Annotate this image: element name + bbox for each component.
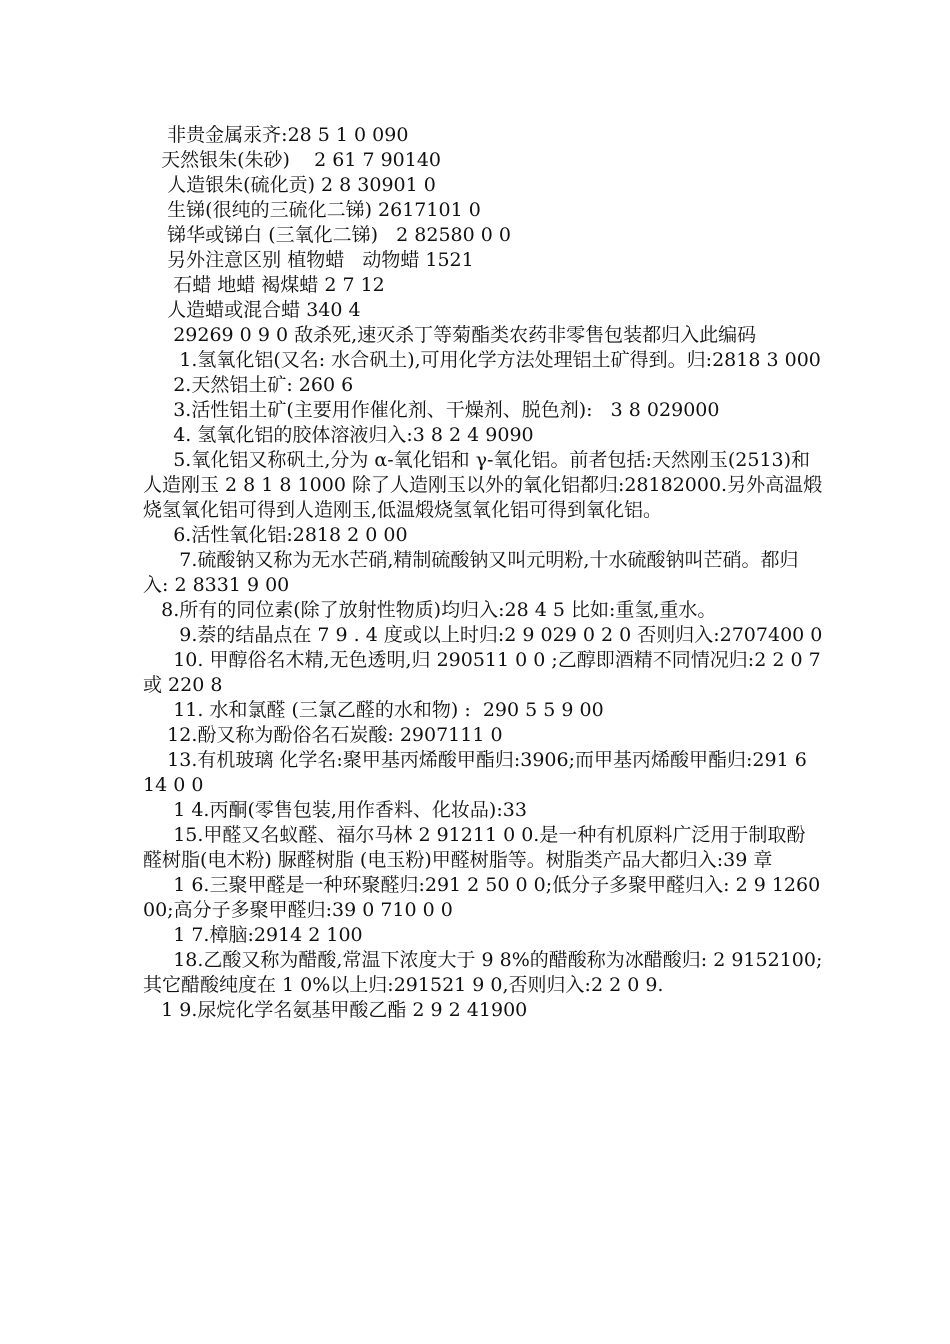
paragraph: 15.甲醛又名蚁醛、福尔马林 2 91211 0 0.是一种有机原料广泛用于制取酚醛树脂(电木粉) 脲醛树脂 (电玉粉)甲醛树脂等。树脂类产品大都归入:39 章: [143, 824, 806, 871]
paragraph: 生锑(很纯的三硫化二锑) 2617101 0: [143, 199, 481, 221]
paragraph: 人造蜡或混合蜡 340 4: [143, 299, 361, 321]
paragraph: 1 7.樟脑:2914 2 100: [143, 924, 363, 946]
paragraph: 11. 水和氯醛 (三氯乙醛的水和物) : 290 5 5 9 00: [143, 699, 604, 721]
paragraph: 6.活性氧化铝:2818 2 0 00: [143, 524, 408, 546]
paragraph: 9.萘的结晶点在 7 9 . 4 度或以上时归:2 9 029 0 2 0 否则归入:2707400 0: [143, 624, 823, 646]
paragraph: 另外注意区别 植物蜡 动物蜡 1521: [143, 249, 474, 271]
paragraph: 1 4.丙酮(零售包装,用作香料、化妆品):33: [143, 799, 527, 821]
paragraph: 天然银朱(朱砂) 2 61 7 90140: [143, 149, 442, 171]
paragraph: 7.硫酸钠又称为无水芒硝,精制硫酸钠又叫元明粉,十水硫酸钠叫芒硝。都归入: 2 8331 9 00: [143, 549, 799, 596]
paragraph: 12.酚又称为酚俗名石炭酸: 2907111 0: [143, 724, 503, 746]
paragraph: 2.天然铝土矿: 260 6: [143, 374, 354, 396]
paragraph: 1 6.三聚甲醛是一种环聚醛归:291 2 50 0 0;低分子多聚甲醛归入: 2 9 126000;高分子多聚甲醛归:39 0 710 0 0: [143, 874, 821, 921]
paragraph: 13.有机玻璃 化学名:聚甲基丙烯酸甲酯归:3906;而甲基丙烯酸甲酯归:291 6 14 0 0: [143, 749, 813, 796]
paragraph: 1.氢氧化铝(又名: 水合矾土),可用化学方法处理铝土矿得到。归:2818 3 000: [143, 349, 821, 371]
paragraph: 5.氧化铝又称矾土,分为 α-氧化铝和 γ-氧化铝。前者包括:天然刚玉(2513)和人造刚玉 2 8 1 8 1000 除了人造刚玉以外的氧化铝都归:28182000.另外高温煅烧氢氧化铝可得到人造刚玉,低温煅烧氢氧化铝可得到氧化铝。: [143, 449, 823, 521]
paragraph: 非贵金属汞齐:28 5 1 0 090: [143, 124, 409, 146]
document-body: [143, 123, 827, 1023]
paragraph: 1 9.尿烷化学名氨基甲酸乙酯 2 9 2 41900: [143, 999, 528, 1021]
paragraph: 人造银朱(硫化贡) 2 8 30901 0: [143, 174, 436, 196]
paragraph: 石蜡 地蜡 褐煤蜡 2 7 12: [143, 274, 385, 296]
paragraph: 10. 甲醇俗名木精,无色透明,归 290511 0 0 ;乙醇即酒精不同情况归:2 2 0 7 或 220 8: [143, 649, 827, 696]
paragraph: 8.所有的同位素(除了放射性物质)均归入:28 4 5 比如:重氢,重水。: [143, 599, 717, 621]
paragraph: 29269 0 9 0 敌杀死,速灭杀丁等菊酯类农药非零售包装都归入此编码: [143, 324, 757, 346]
paragraph: 锑华或锑白 (三氧化二锑) 2 82580 0 0: [143, 224, 511, 246]
paragraph: 3.活性铝土矿(主要用作催化剂、干燥剂、脱色剂): 3 8 029000: [143, 399, 720, 421]
paragraph: 18.乙酸又称为醋酸,常温下浓度大于 9 8%的醋酸称为冰醋酸归: 2 9152100;其它醋酸纯度在 1 0%以上归:291521 9 0,否则归入:2 2 0 9.: [143, 949, 823, 996]
paragraph: 4. 氢氧化铝的胶体溶液归入:3 8 2 4 9090: [143, 424, 534, 446]
